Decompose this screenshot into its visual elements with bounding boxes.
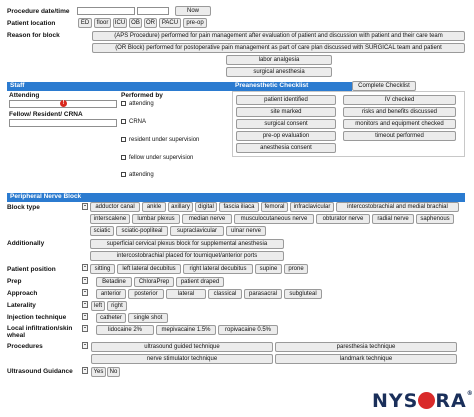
- approach-classical[interactable]: classical: [208, 289, 242, 299]
- prep-patient-draped[interactable]: patient draped: [176, 277, 224, 287]
- patient-location-label: Patient location: [7, 20, 56, 27]
- checkbox-box[interactable]: [121, 119, 126, 124]
- checkbox-label: CRNA: [129, 119, 147, 126]
- reason-or-block-button[interactable]: (OR Block) performed for postoperative pain management as part of care plan discussed with SURGICAL team and patient: [92, 43, 465, 53]
- performed-by-attending-2-checkbox[interactable]: [121, 172, 154, 178]
- checklist-site-marked[interactable]: site marked: [236, 107, 336, 117]
- block-lumbar-plexus[interactable]: lumbar plexus: [132, 214, 180, 224]
- note-icon[interactable]: [82, 342, 88, 349]
- additional-superficial-cervical[interactable]: superficial cervical plexus block for supplemental anesthesia: [90, 239, 284, 249]
- reason-aps-button[interactable]: (APS Procedure) performed for pain management after evaluation of patient and discussion with patient and their care team: [92, 31, 465, 41]
- checklist-anesthesia-consent[interactable]: anesthesia consent: [236, 143, 336, 153]
- additional-intercostobrachial[interactable]: intercostobrachial placed for tourniquet/anterior ports: [90, 251, 284, 261]
- approach-label: Approach: [7, 290, 38, 297]
- block-digital[interactable]: digital: [195, 202, 217, 212]
- checkbox-label: attending: [129, 172, 154, 179]
- procedure-datetime-label: Procedure date/time: [7, 8, 70, 15]
- checklist-surgical-consent[interactable]: surgical consent: [236, 119, 336, 129]
- error-icon: !: [60, 100, 67, 107]
- note-icon[interactable]: [82, 313, 88, 320]
- block-ulnar-nerve[interactable]: ulnar nerve: [226, 226, 266, 236]
- performed-by-crna-checkbox[interactable]: [121, 119, 146, 125]
- location-or-button[interactable]: OR: [146, 20, 155, 26]
- note-icon[interactable]: [82, 277, 88, 284]
- approach-posterior[interactable]: posterior: [128, 289, 164, 299]
- patient-position-label: Patient position: [7, 266, 56, 273]
- checkbox-box[interactable]: [121, 155, 126, 160]
- procedure-paresthesia[interactable]: paresthesia technique: [275, 342, 457, 352]
- local-infiltration-label: [7, 325, 79, 339]
- block-saphenous[interactable]: saphenous: [416, 214, 454, 224]
- checklist-risks-benefits[interactable]: risks and benefits discussed: [343, 107, 456, 117]
- procedure-ultrasound-guided[interactable]: ultrasound guided technique: [91, 342, 273, 352]
- location-floor-button[interactable]: floor: [94, 18, 111, 28]
- block-axillary[interactable]: axillary: [168, 202, 193, 212]
- ultrasound-no[interactable]: No: [107, 367, 120, 377]
- checkbox-label: fellow under supervision: [129, 155, 194, 162]
- performed-by-label: Performed by: [121, 92, 163, 99]
- performed-by-resident-checkbox[interactable]: [121, 137, 199, 143]
- attending-label: Attending: [9, 92, 40, 99]
- note-icon[interactable]: [82, 367, 88, 374]
- prep-chloraprep[interactable]: ChloraPrep: [134, 277, 174, 287]
- reason-surgical-anesthesia-button[interactable]: surgical anesthesia: [226, 67, 332, 77]
- block-infraclavicular[interactable]: infraclavicular: [290, 202, 334, 212]
- infiltration-mepivacaine[interactable]: mepivacaine 1.5%: [156, 325, 216, 335]
- performed-by-attending-checkbox[interactable]: [121, 101, 154, 107]
- procedure-time-input[interactable]: [137, 7, 169, 15]
- note-icon[interactable]: [82, 325, 88, 332]
- note-icon[interactable]: [82, 264, 88, 271]
- block-adductor-canal[interactable]: adductor canal: [90, 202, 140, 212]
- block-obturator-nerve[interactable]: obturator nerve: [316, 214, 370, 224]
- location-ob-button[interactable]: OB: [129, 18, 142, 28]
- block-interscalene[interactable]: interscalene: [90, 214, 130, 224]
- local-infiltration-text: Local infiltration/skin wheal: [7, 325, 73, 339]
- infiltration-ropivacaine[interactable]: ropivacaine 0.5%: [218, 325, 278, 335]
- position-sitting[interactable]: sitting: [90, 264, 115, 274]
- infiltration-lidocaine[interactable]: lidocaine 2%: [96, 325, 154, 335]
- position-supine[interactable]: supine: [255, 264, 282, 274]
- location-pacu-button[interactable]: PACU: [159, 18, 181, 28]
- block-ankle[interactable]: ankle: [142, 202, 166, 212]
- fellow-input[interactable]: [9, 119, 117, 127]
- reason-for-block-label: Reason for block: [7, 32, 60, 39]
- complete-checklist-button[interactable]: Complete Checklist: [352, 81, 416, 91]
- checklist-iv-checked[interactable]: IV checked: [343, 95, 456, 105]
- procedure-date-input[interactable]: [77, 7, 135, 15]
- prep-label: Prep: [7, 278, 22, 285]
- position-right-lateral-decubitus[interactable]: right lateral decubitus: [183, 264, 253, 274]
- block-sciatic[interactable]: sciatic: [90, 226, 114, 236]
- fellow-resident-crna-label: Fellow/ Resident/ CRNA: [9, 111, 83, 118]
- logo-suffix: RA: [435, 390, 467, 412]
- laterality-label: Laterality: [7, 302, 36, 309]
- block-median-nerve[interactable]: median nerve: [182, 214, 232, 224]
- approach-subgluteal[interactable]: subgluteal: [284, 289, 322, 299]
- note-icon[interactable]: [82, 289, 88, 296]
- block-femoral[interactable]: femoral: [261, 202, 288, 212]
- checklist-preop-evaluation[interactable]: pre-op evaluation: [236, 131, 336, 141]
- block-intercostobrachial-medial[interactable]: intercostobrachial and medial brachial: [336, 202, 459, 212]
- laterality-right[interactable]: right: [107, 301, 127, 311]
- checkbox-label: attending: [129, 101, 154, 108]
- block-fascia-iliaca[interactable]: fascia iliaca: [219, 202, 259, 212]
- nysora-logo: [372, 390, 474, 412]
- logo-prefix: NYS: [372, 390, 419, 412]
- checkbox-box[interactable]: [121, 101, 126, 106]
- location-icu-button[interactable]: ICU: [114, 20, 126, 26]
- injection-single-shot[interactable]: single shot: [128, 313, 168, 323]
- checklist-patient-identified[interactable]: patient identified: [236, 95, 336, 105]
- block-type-label: Block type: [7, 204, 40, 211]
- reason-labor-button[interactable]: labor analgesia: [226, 55, 332, 65]
- injection-catheter[interactable]: catheter: [96, 313, 126, 323]
- prep-betadine[interactable]: Betadine: [96, 277, 132, 287]
- checkbox-label: resident under supervision: [129, 137, 200, 144]
- note-icon[interactable]: [82, 203, 88, 210]
- logo-o-circle-icon: [418, 392, 435, 409]
- nerve-block-header: Peripheral Nerve Block: [7, 193, 465, 202]
- ultrasound-guidance-label: Ultrasound Guidance: [7, 368, 73, 375]
- approach-anterior[interactable]: anterior: [96, 289, 126, 299]
- checkbox-box[interactable]: [121, 137, 126, 142]
- staff-header: Staff: [7, 82, 232, 91]
- approach-lateral[interactable]: lateral: [166, 289, 206, 299]
- position-prone[interactable]: prone: [284, 264, 308, 274]
- checklist-monitors-equipment[interactable]: monitors and equipment checked: [343, 119, 456, 129]
- laterality-left[interactable]: left: [91, 301, 105, 311]
- procedures-label: Procedures: [7, 343, 43, 350]
- block-sciatic-popliteal[interactable]: sciatic-popliteal: [116, 226, 168, 236]
- procedure-landmark[interactable]: landmark technique: [275, 354, 457, 364]
- checklist-timeout-performed[interactable]: timeout performed: [343, 131, 456, 141]
- ultrasound-yes[interactable]: Yes: [91, 367, 106, 377]
- location-ed-button[interactable]: ED: [78, 18, 92, 28]
- checklist-header: Preanesthetic Checklist: [232, 82, 352, 91]
- registered-mark: ®: [466, 390, 474, 397]
- additionally-label: Additionally: [7, 240, 45, 247]
- block-musculocutaneous-nerve[interactable]: musculocutaneous nerve: [234, 214, 314, 224]
- now-button[interactable]: Now: [175, 6, 211, 16]
- location-preop-button[interactable]: pre-op: [183, 18, 207, 28]
- procedure-nerve-stimulator[interactable]: nerve stimulator technique: [91, 354, 273, 364]
- block-supraclavicular[interactable]: supraclavicular: [170, 226, 224, 236]
- approach-parasacral[interactable]: parasacral: [244, 289, 282, 299]
- position-left-lateral-decubitus[interactable]: left lateral decubitus: [117, 264, 181, 274]
- block-radial-nerve[interactable]: radial nerve: [372, 214, 414, 224]
- note-icon[interactable]: [82, 301, 88, 308]
- checkbox-box[interactable]: [121, 172, 126, 177]
- performed-by-fellow-checkbox[interactable]: [121, 155, 193, 161]
- injection-technique-label: Injection technique: [7, 314, 67, 321]
